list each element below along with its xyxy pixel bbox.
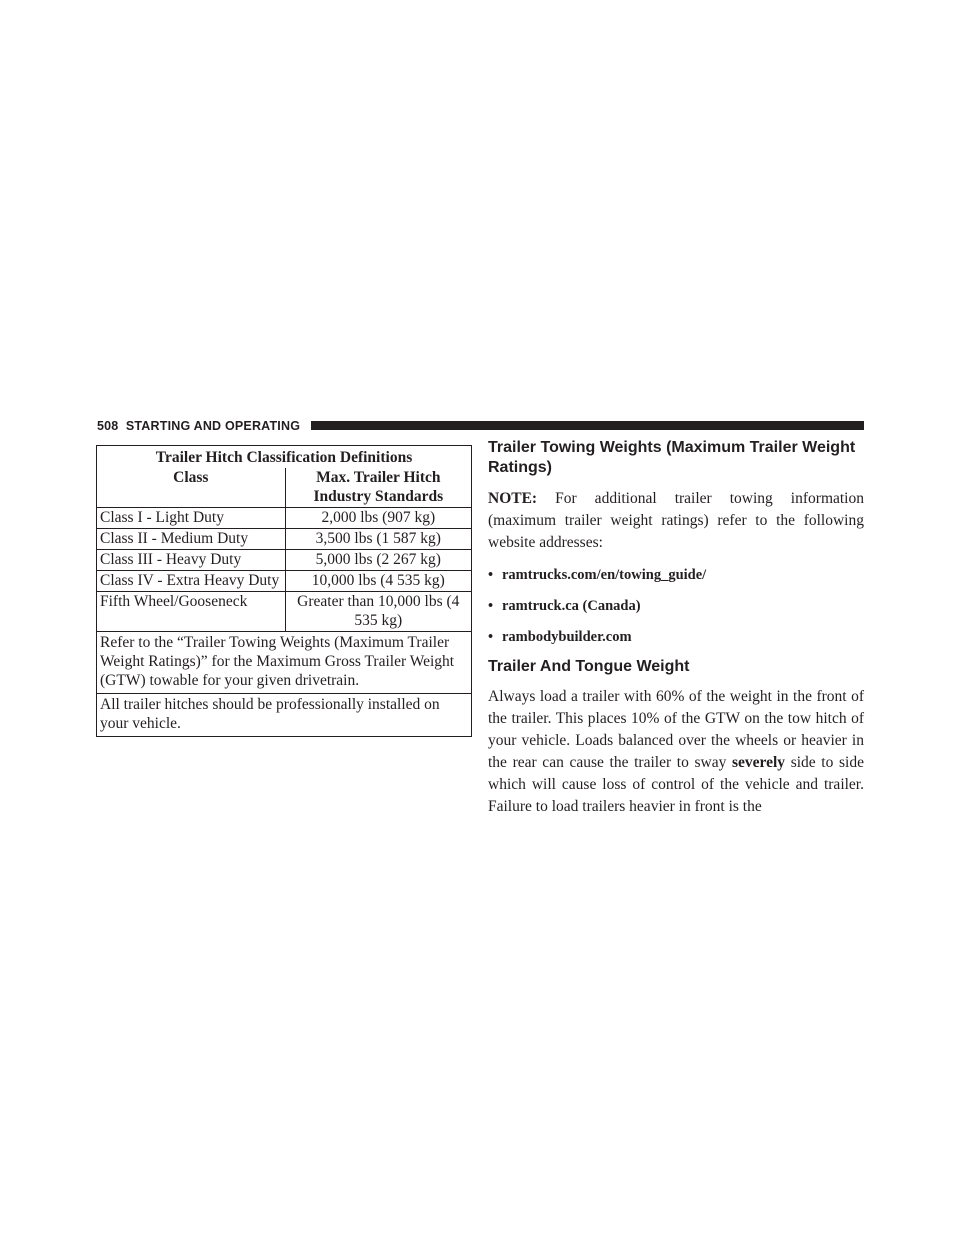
table-title: Trailer Hitch Classification Definitions xyxy=(97,446,472,469)
list-item[interactable] xyxy=(488,595,864,617)
table-row xyxy=(97,529,472,550)
note-text: For additional trailer towing information (maximum trailer weight ratings) refer to the following website addresses: xyxy=(488,490,864,551)
table-note-gtw: Refer to the “Trailer Towing Weights (Maximum Trailer Weight Ratings)” for the Maximum Gross Trailer Weight (GTW) towable for your given drivetrain. xyxy=(97,632,472,694)
max-cell: 10,000 lbs (4 535 kg) xyxy=(285,571,471,592)
column-header-class: Class xyxy=(97,468,286,508)
list-item[interactable] xyxy=(488,626,864,648)
bullet-icon: • xyxy=(488,598,494,614)
tongue-weight-paragraph xyxy=(488,686,864,818)
website-link[interactable]: ramtrucks.com/en/towing_guide/ xyxy=(502,567,707,583)
table-row xyxy=(97,571,472,592)
list-item[interactable] xyxy=(488,564,864,586)
table-note-install: All trailer hitches should be professionally installed on your vehicle. xyxy=(97,694,472,737)
class-cell: Fifth Wheel/Gooseneck xyxy=(97,592,286,632)
section-title: STARTING AND OPERATING xyxy=(125,419,301,433)
table-row xyxy=(97,694,472,737)
header-rule xyxy=(311,421,864,430)
max-cell: 2,000 lbs (907 kg) xyxy=(285,508,471,529)
page-header xyxy=(97,418,864,434)
website-link[interactable]: ramtruck.ca (Canada) xyxy=(502,598,641,614)
paragraph-text: side to side which will cause loss of control of the vehicle and trailer. Failure to load trailers heavier in front is the xyxy=(488,754,864,815)
note-paragraph xyxy=(488,488,864,554)
class-cell: Class I - Light Duty xyxy=(97,508,286,529)
class-cell: Class IV - Extra Heavy Duty xyxy=(97,571,286,592)
emphasis-text: severely xyxy=(731,754,786,771)
class-cell: Class II - Medium Duty xyxy=(97,529,286,550)
page-header-text xyxy=(97,418,300,434)
bullet-icon: • xyxy=(488,629,494,645)
bullet-icon: • xyxy=(488,567,494,583)
section-heading-towing-weights: Trailer Towing Weights (Maximum Trailer Weight Ratings) xyxy=(488,439,856,476)
website-list xyxy=(488,564,864,648)
note-label: NOTE: xyxy=(488,490,538,507)
column-header-max: Max. Trailer Hitch Industry Standards xyxy=(285,468,471,508)
table-row xyxy=(97,632,472,694)
section-heading-tongue-weight: Trailer And Tongue Weight xyxy=(488,658,690,675)
max-cell: 3,500 lbs (1 587 kg) xyxy=(285,529,471,550)
right-column xyxy=(488,438,864,818)
class-cell: Class III - Heavy Duty xyxy=(97,550,286,571)
table-row xyxy=(97,592,472,632)
table-row xyxy=(97,550,472,571)
max-cell: Greater than 10,000 lbs (4 535 kg) xyxy=(285,592,471,632)
table-row xyxy=(97,508,472,529)
page-number: 508 xyxy=(97,419,119,433)
website-link[interactable]: rambodybuilder.com xyxy=(502,629,632,645)
paragraph-text: Always load a trailer with 60% of the weight in the front of the trailer. This places 10% of the GTW on the tow hitch of your vehicle. Loads balanced over the wheels or heavier in the rear can cause the trailer to sway xyxy=(488,688,864,771)
hitch-classification-table xyxy=(96,445,472,737)
max-cell: 5,000 lbs (2 267 kg) xyxy=(285,550,471,571)
